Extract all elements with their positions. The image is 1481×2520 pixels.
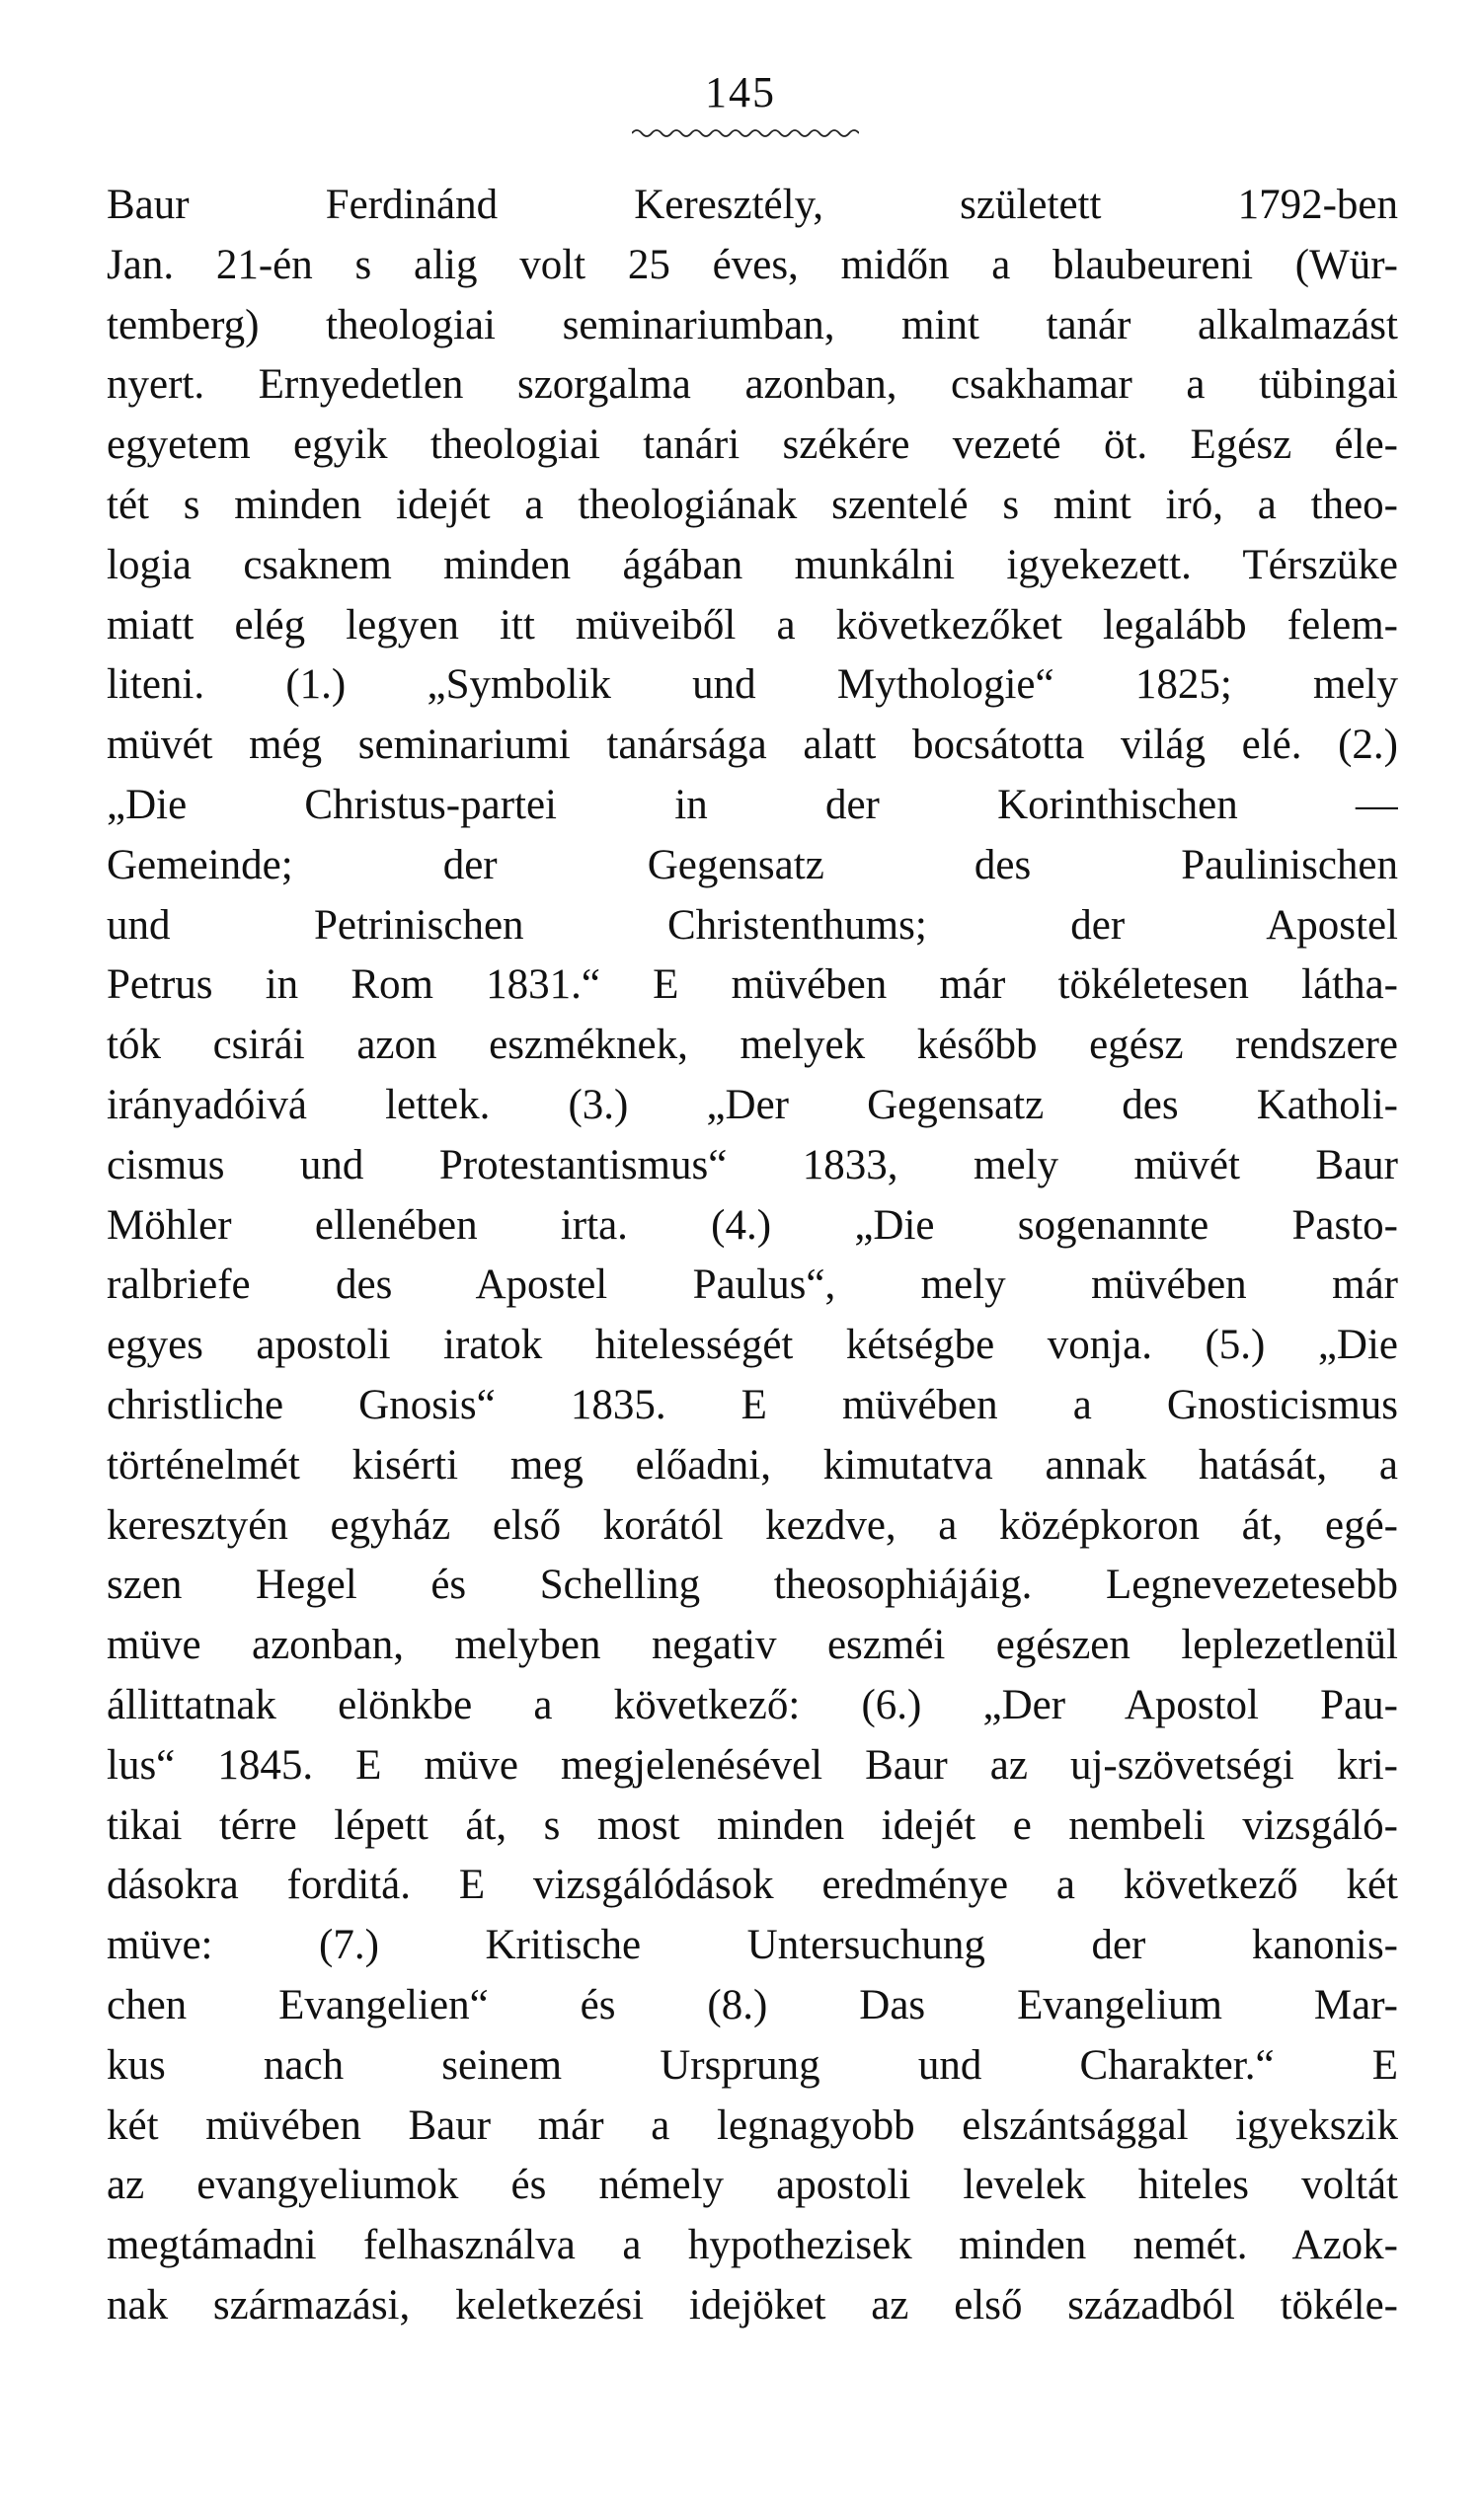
text-line: dásokra forditá. E vizsgálódások eredménye a következő két <box>107 1862 1398 1909</box>
page-number: 145 <box>705 68 776 116</box>
text-line: „Die Christus-partei in der Korinthischen — <box>107 781 1398 828</box>
text-line: szen Hegel és Schelling theosophiájáig. Legnevezetesebb <box>107 1562 1398 1609</box>
text-line: állittatnak elönkbe a következő: (6.) „Der Apostol Pau- <box>107 1681 1398 1728</box>
text-line: Möhler ellenében irta. (4.) „Die sogenannte Pasto- <box>107 1201 1398 1249</box>
text-line: miatt elég legyen itt müveiből a következőket legalább felem- <box>107 601 1398 649</box>
text-line: nyert. Ernyedetlen szorgalma azonban, csakhamar a tübingai <box>107 361 1398 409</box>
text-line: Petrus in Rom 1831.“ E müvében már tökéletesen látha- <box>107 961 1398 1009</box>
text-line: Gemeinde; der Gegensatz des Paulinischen <box>107 841 1398 888</box>
text-line: und Petrinischen Christenthums; der Apostel <box>107 901 1398 949</box>
text-line: lus“ 1845. E müve megjelenésével Baur az uj-szövetségi kri- <box>107 1741 1398 1789</box>
text-line: müve: (7.) Kritische Untersuchung der kanonis- <box>107 1922 1398 1969</box>
text-line: müvét még seminariumi tanársága alatt bocsátotta világ elé. (2.) <box>107 722 1398 769</box>
text-line: irányadóivá lettek. (3.) „Der Gegensatz des Katholi- <box>107 1081 1398 1128</box>
text-line: Jan. 21-én s alig volt 25 éves, midőn a blaubeureni (Wür- <box>107 241 1398 288</box>
text-line: történelmét kisérti meg előadni, kimutatva annak hatását, a <box>107 1441 1398 1489</box>
text-line: megtámadni felhasználva a hypothezisek minden nemét. Azok- <box>107 2222 1398 2269</box>
text-line: az evangyeliumok és némely apostoli levelek hiteles voltát <box>107 2162 1398 2209</box>
text-line: tikai térre lépett át, s most minden idejét e nembeli vizsgáló- <box>107 1801 1398 1849</box>
text-line: müve azonban, melyben negativ eszméi egészen leplezetlenül <box>107 1622 1398 1669</box>
text-line: cismus und Protestantismus“ 1833, mely müvét Baur <box>107 1141 1398 1188</box>
text-line: kus nach seinem Ursprung und Charakter.“ E <box>107 2041 1398 2089</box>
text-line: nak származási, keletkezési idejöket az első századból tökéle- <box>107 2281 1398 2329</box>
text-line: temberg) theologiai seminariumban, mint tanár alkalmazást <box>107 301 1398 348</box>
text-line: keresztyén egyház első korától kezdve, a középkoron át, egé- <box>107 1501 1398 1549</box>
wavy-ornament <box>632 126 859 140</box>
text-line: Baur Ferdinánd Keresztély, született 1792-ben <box>107 182 1398 228</box>
text-line: egyetem egyik theologiai tanári székére vezeté öt. Egész éle- <box>107 421 1398 469</box>
text-line: ralbriefe des Apostel Paulus“, mely müvében már <box>107 1261 1398 1309</box>
text-line: chen Evangelien“ és (8.) Das Evangelium Mar- <box>107 1981 1398 2028</box>
text-line: liteni. (1.) „Symbolik und Mythologie“ 1825; mely <box>107 661 1398 709</box>
text-line: két müvében Baur már a legnagyobb elszántsággal igyekszik <box>107 2101 1398 2149</box>
body-text <box>107 176 1398 2336</box>
text-line: logia csaknem minden ágában munkálni igyekezett. Térszüke <box>107 541 1398 588</box>
text-line: egyes apostoli iratok hitelességét kétségbe vonja. (5.) „Die <box>107 1322 1398 1369</box>
text-line: christliche Gnosis“ 1835. E müvében a Gnosticismus <box>107 1381 1398 1428</box>
text-line: tét s minden idejét a theologiának szentelé s mint iró, a theo- <box>107 481 1398 528</box>
text-line: tók csirái azon eszméknek, melyek később egész rendszere <box>107 1022 1398 1069</box>
